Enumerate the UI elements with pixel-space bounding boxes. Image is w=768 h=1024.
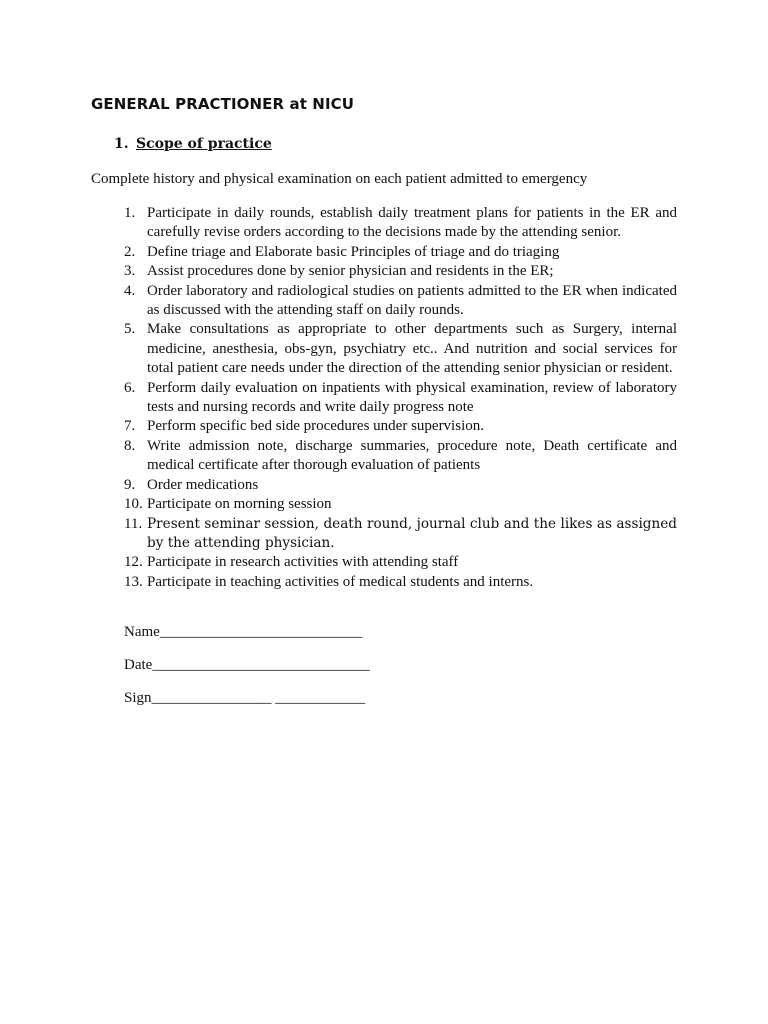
document-title: GENERAL PRACTIONER at NICU [91, 95, 355, 113]
list-item-text: Participate in research activities with attending staff [147, 554, 459, 571]
list-item [124, 437, 677, 476]
list-item-text: Participate in teaching activities of medical students and interns. [147, 573, 534, 590]
list-item [124, 262, 677, 281]
list-item [124, 573, 677, 592]
list-item-number: 9. [124, 476, 136, 493]
list-item [124, 204, 677, 243]
section-label: Scope of practice [136, 136, 272, 152]
list-item-number: 6. [124, 379, 136, 396]
list-item-number: 1. [124, 205, 136, 221]
list-item [124, 282, 677, 321]
list-item-text: Define triage and Elaborate basic Principles of triage and do triaging [147, 243, 560, 260]
list-item-text: Perform specific bed side procedures under supervision. [147, 418, 484, 435]
list-item-number: 4. [124, 282, 136, 299]
list-item [124, 515, 677, 554]
list-item [124, 320, 677, 378]
list-item-number: 12. [124, 554, 143, 571]
list-item-text: Order medications [147, 476, 259, 493]
list-item-text: Write admission note, discharge summaries, procedure note, Death certificate and medical certificate after thorough evaluation of patients [147, 437, 677, 474]
list-item [124, 379, 677, 418]
list-item [124, 553, 677, 572]
list-item-text: Participate on morning session [147, 496, 332, 513]
list-item [124, 476, 677, 495]
list-item-number: 8. [124, 437, 136, 454]
list-item-number: 5. [124, 321, 136, 338]
list-item [124, 495, 677, 514]
list-item-text: Make consultations as appropriate to other departments such as Surgery, internal medicine, anesthesia, obs-gyn, psychiatry etc.. And nutrition and social services for total patient care needs under the direction of the attending senior physician or resident. [147, 321, 677, 377]
list-item-text: Order laboratory and radiological studies on patients admitted to the ER when indicated as discussed with the attending staff on daily rounds. [147, 282, 677, 319]
duties-list [124, 204, 677, 592]
signature-name-line: Name___________________________ [124, 624, 363, 640]
list-item-number: 13. [124, 573, 143, 590]
list-item-text: Present seminar session, death round, journal club and the likes as assigned by the attending physician. [147, 515, 677, 551]
list-item-text: Assist procedures done by senior physician and residents in the ER; [147, 263, 554, 280]
list-item-number: 2. [124, 243, 136, 260]
list-item-text: Perform daily evaluation on inpatients with physical examination, review of laboratory tests and nursing records and write daily progress note [147, 379, 677, 416]
section-heading [114, 134, 272, 154]
signature-date-line: Date_____________________________ [124, 657, 370, 673]
list-item-text: Participate in daily rounds, establish daily treatment plans for patients in the ER and carefully revise orders according to the decisions made by the attending senior. [147, 205, 677, 241]
list-item-number: 3. [124, 263, 136, 280]
list-item-number: 7. [124, 418, 136, 435]
intro-paragraph: Complete history and physical examination on each patient admitted to emergency [91, 171, 588, 187]
list-item-number: 10. [124, 496, 143, 513]
list-item [124, 417, 677, 436]
signature-sign-line: Sign________________ ____________ [124, 690, 366, 706]
list-item-number: 11. [124, 515, 143, 532]
section-number: 1. [114, 136, 129, 152]
list-item [124, 243, 677, 262]
